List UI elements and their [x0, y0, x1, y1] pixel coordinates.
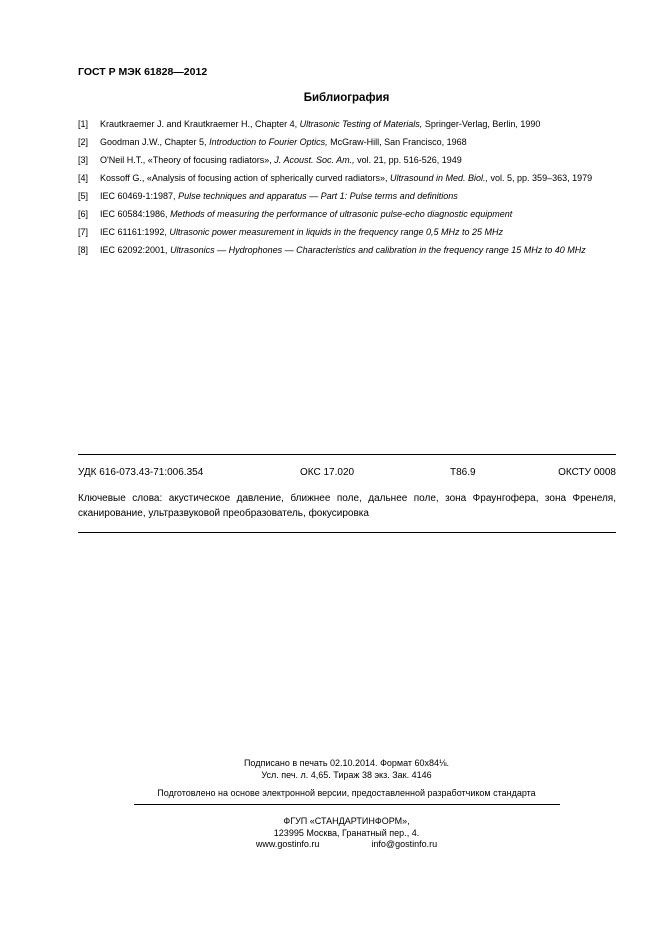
- udk-code: УДК 616-073.43-71:006.354: [78, 467, 204, 478]
- entry-text: O'Neil H.T., «Theory of focusing radiators», J. Acoust. Soc. Am., vol. 21, pp. 516-526, 1949: [100, 155, 462, 165]
- bibliography-entry: [78, 209, 616, 220]
- entry-text: Goodman J.W., Chapter 5, Introduction to Fourier Optics, McGraw-Hill, San Francisco, 1968: [100, 137, 467, 147]
- entry-text: Kossoff G., «Analysis of focusing action of spherically curved radiators», Ultrasound in Med. Biol., vol. 5, pp. 359–363, 1979: [100, 173, 593, 183]
- divider-imprint: [134, 804, 560, 805]
- imprint-prepared-note: Подготовлено на основе электронной версии, предоставленной разработчиком стандарта: [157, 788, 536, 798]
- publisher-website[interactable]: www.gostinfo.ru: [255, 839, 320, 849]
- entry-number: [3]: [78, 155, 89, 165]
- publisher-name: ФГУП «СТАНДАРТИНФОРМ»,: [283, 816, 410, 826]
- entry-number: [7]: [78, 227, 89, 237]
- entry-number: [8]: [78, 245, 89, 255]
- entry-text: Krautkraemer J. and Krautkraemer H., Chapter 4, Ultrasonic Testing of Materials, Springer-Verlag, Berlin, 1990: [100, 119, 541, 129]
- oks-code: ОКС 17.020: [300, 467, 355, 478]
- publisher-contacts: [0, 838, 661, 850]
- entry-number: [6]: [78, 209, 89, 219]
- publisher-email[interactable]: info@gostinfo.ru: [371, 839, 438, 849]
- publisher-address: 123995 Москва, Гранатный пер., 4.: [273, 828, 420, 838]
- t86-code: Т86.9: [450, 467, 476, 478]
- bibliography-entry: [78, 173, 616, 184]
- bibliography-entry: [78, 137, 616, 148]
- imprint-print-sheets: Усл. печ. л. 4,65. Тираж 38 экз. Зак. 4146: [261, 770, 432, 780]
- bibliography-entry: [78, 155, 616, 166]
- okstu-code: ОКСТУ 0008: [558, 467, 616, 478]
- entry-number: [2]: [78, 137, 89, 147]
- entry-number: [4]: [78, 173, 89, 183]
- entry-number: [1]: [78, 119, 89, 129]
- divider-bottom: [78, 532, 616, 533]
- keywords: Ключевые слова: акустическое давление, ближнее поле, дальнее поле, зона Фраунгофера, зона Френеля, сканирование, ультразвуковой преобразователь, фокусировка: [78, 493, 616, 519]
- entry-number: [5]: [78, 191, 89, 201]
- bibliography-entry: [78, 119, 616, 130]
- bibliography-entry: [78, 227, 616, 238]
- bibliography-list: [78, 119, 616, 263]
- entry-text: IEC 60584:1986, Methods of measuring the performance of ultrasonic pulse-echo diagnostic equipment: [100, 209, 513, 219]
- entry-text: IEC 61161:1992, Ultrasonic power measurement in liquids in the frequency range 0,5 MHz to 25 MHz: [100, 227, 504, 237]
- standard-code: ГОСТ Р МЭК 61828—2012: [78, 66, 208, 78]
- divider-top: [78, 454, 616, 455]
- entry-text: IEC 60469-1:1987, Pulse techniques and apparatus — Part 1: Pulse terms and definitions: [100, 191, 458, 201]
- imprint-signed: Подписано в печать 02.10.2014. Формат 60x84⅛.: [243, 758, 450, 768]
- bibliography-entry: [78, 245, 616, 256]
- entry-text: IEC 62092:2001, Ultrasonics — Hydrophones — Characteristics and calibration in the frequency range 15 MHz to 40 MHz: [100, 245, 586, 255]
- bibliography-title: Библиография: [303, 92, 390, 104]
- bibliography-entry: [78, 191, 616, 202]
